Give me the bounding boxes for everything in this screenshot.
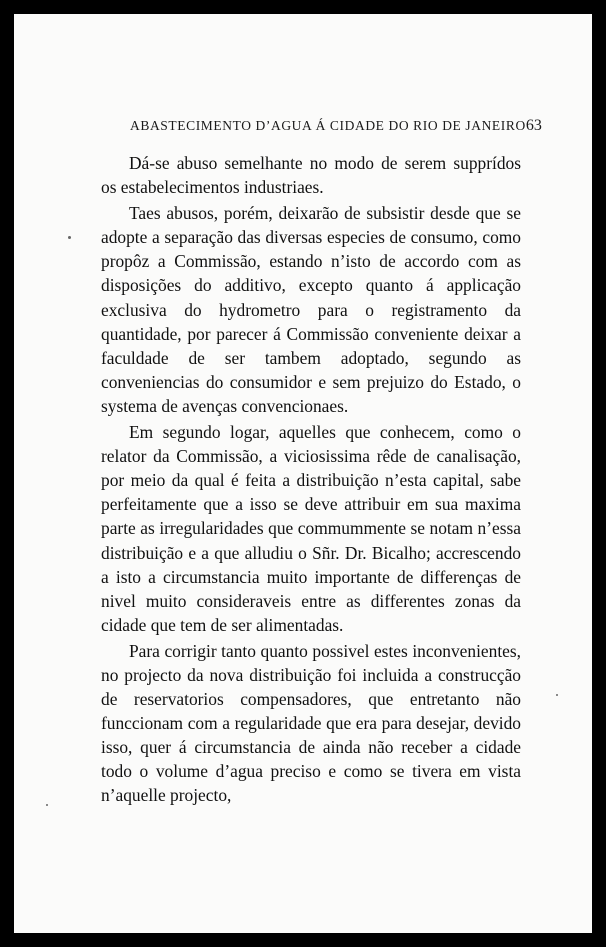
page-number: 63 [525,117,542,134]
book-page [14,14,592,933]
paragraph-1: Dá-se abuso semelhante no modo de serem supprídos os estabelecimentos industriaes. [101,153,521,198]
body-text [101,151,521,808]
paper-speck [68,236,71,239]
running-title: ABASTECIMENTO D’AGUA Á CIDADE DO RIO DE JANEIRO [130,118,526,133]
paper-speck [46,804,48,806]
paragraph-2: Taes abusos, porém, deixarão de subsistir desde que se adopte a separação das diversas especies de consumo, como propôz a Commissão, estando n’isto de accordo com as disposições do additivo, excepto quanto á applicação exclusiva do hydrometro para o registramento da quantidade, por parecer á Commissão conveniente deixar a faculdade de ser tambem adoptado, segundo as conveniencias do consumidor e sem prejuizo do Estado, o systema de avenças convencionaes. [101,203,521,416]
paragraph-4: Para corrigir tanto quanto possivel estes inconvenientes, no projecto da nova distribuição foi incluida a construcção de reservatorios compensadores, que entretanto não funccionam com a regularidade que era para desejar, devido isso, quer á circumstancia de ainda não receber a cidade todo o volume d’agua preciso e como se tivera em vista n’aquelle projecto, [101,640,521,806]
paragraph-3: Em segundo logar, aquelles que conhecem, como o relator da Commissão, a viciosissima rêde de canalisação, por meio da qual é feita a distribuição n’esta capital, sabe perfeitamente que a isso se deve attribuir em sua maxima parte as irregularidades que commummente se notam n’essa distribuição e a que alludiu o Sñr. Dr. Bicalho; accrescendo a isto a circumstancia muito importante de differenças de nivel muito consideraveis entre as differentes zonas da cidade que tem de ser alimentadas. [101,422,521,635]
running-head [130,117,542,135]
paper-speck [556,694,558,696]
